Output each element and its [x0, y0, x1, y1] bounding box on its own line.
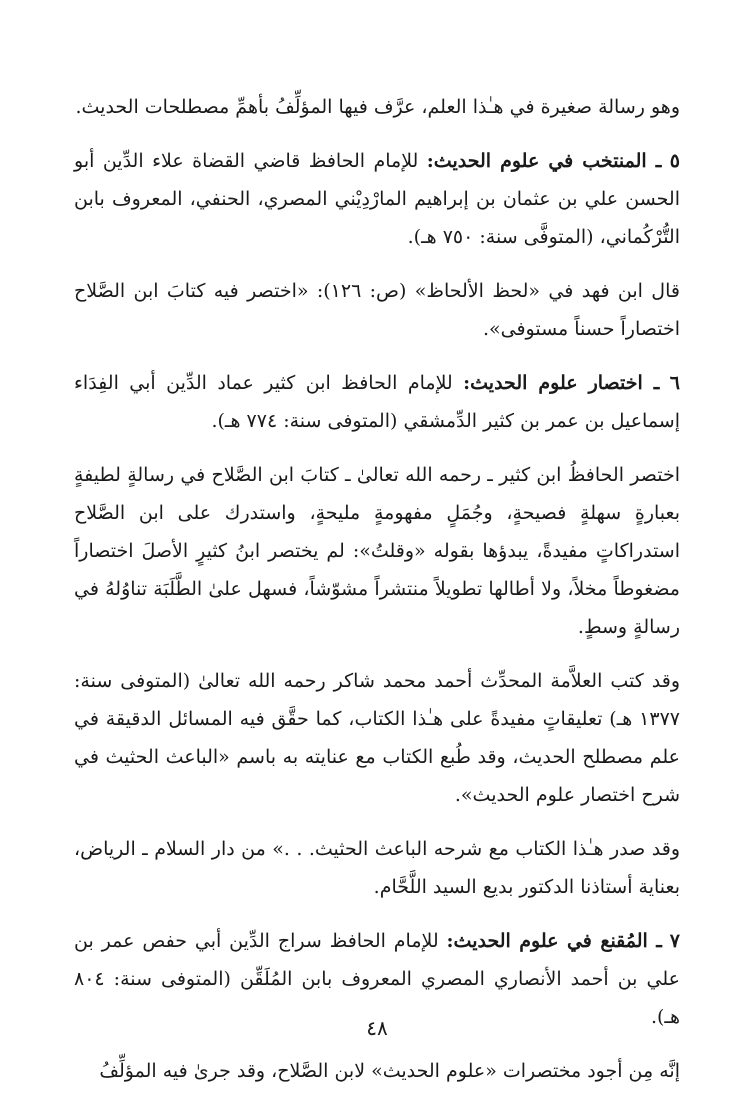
page-body [74, 88, 680, 1106]
paragraph [74, 272, 680, 348]
entry-6: ٦ ـ اختصار علوم الحديث: للإمام الحافظ ابن كثير عماد الدِّين أبي الفِدَاء إسماعيل بن عمر بن كثير الدِّمشقي (المتوفى سنة: ٧٧٤ هـ). [74, 372, 680, 432]
paragraph [74, 662, 680, 814]
entry-7: ٧ ـ المُقنع في علوم الحديث: للإمام الحافظ سراج الدِّين أبي حفص عمر بن علي بن أحمد الأنصاري المصري المعروف بابن المُلَقِّن (المتوفى سنة: ٨٠٤ هـ). [74, 930, 680, 1028]
paragraph [74, 88, 680, 126]
paragraph [74, 456, 680, 646]
entry-text: للإمام الحافظ قاضي القضاة علاء الدِّين أبو الحسن علي بن عثمان بن إبراهيم المارْدِيْني المصري، الحنفي، المعروف بابن التُّرْكُماني، (المتوفَّى سنة: ٧٥٠ هـ). [74, 150, 680, 248]
entry-text: للإمام الحافظ سراج الدِّين أبي حفص عمر بن علي بن أحمد الأنصاري المصري المعروف بابن المُلَقِّن (المتوفى سنة: ٨٠٤ هـ). [74, 930, 680, 1028]
entry-number: ٦ [669, 372, 680, 394]
page-number: ٤٨ [366, 1016, 388, 1040]
entry-number: ٧ [669, 930, 680, 952]
entry-title: المنتخب في علوم الحديث: [426, 150, 647, 172]
paragraph-text: إنَّه مِن أجود مختصرات «علوم الحديث» لابن الصَّلاح، وقد جرىٰ فيه المؤلِّفُ [99, 1060, 680, 1082]
entry-text: للإمام الحافظ ابن كثير عماد الدِّين أبي الفِدَاء إسماعيل بن عمر بن كثير الدِّمشقي (المتوفى سنة: ٧٧٤ هـ). [74, 372, 680, 432]
paragraph-text: وقد كتب العلاَّمة المحدِّث أحمد محمد شاكر رحمه الله تعالىٰ (المتوفى سنة: ١٣٧٧ هـ) تعليقاتٍ مفيدةً على هـٰذا الكتاب، كما حقَّق فيه المسائل الدقيقة في علم مصطلح الحديث، وقد طُبع الكتاب مع عنايته به باسم «الباعث الحثيث في شرح اختصار علوم الحديث». [74, 670, 680, 806]
paragraph-text: وقد صدر هـٰذا الكتاب مع شرحه الباعث الحثيث. . .» من دار السلام ـ الرياض، بعناية أستاذنا الدكتور بديع السيد اللَّحَّام. [74, 838, 680, 898]
entry-title: اختصار علوم الحديث: [463, 372, 643, 394]
entry-5: ٥ ـ المنتخب في علوم الحديث: للإمام الحافظ قاضي القضاة علاء الدِّين أبو الحسن علي بن عثمان بن إبراهيم المارْدِيْني المصري، الحنفي، المعروف بابن التُّرْكُماني، (المتوفَّى سنة: ٧٥٠ هـ). [74, 150, 680, 248]
paragraph [74, 830, 680, 906]
entry-title: المُقنع في علوم الحديث: [446, 930, 648, 952]
paragraph [74, 1052, 680, 1090]
paragraph-text: اختصر الحافظُ ابن كثير ـ رحمه الله تعالىٰ ـ كتابَ ابن الصَّلاح في رسالةٍ لطيفةٍ بعبارةٍ سهلةٍ فصيحةٍ، وجُمَلٍ مفهومةٍ مليحةٍ، واستدرك على ابن الصَّلاح استدراكاتٍ مفيدةً، يبدؤها بقوله «وقلتُ»: لم يختصر ابنُ كثيرٍ الأصلَ اختصاراً مضغوطاً مخلاً، ولا أطالها تطويلاً منتشراً مشوّشاً، فسهل علىٰ الطَّلَبَة تناوُلهُ في رسالةٍ وسطٍ. [74, 464, 680, 638]
paragraph-text: قال ابن فهد في «لحظ الألحاظ» (ص: ١٢٦): «اختصر فيه كتابَ ابن الصَّلاح اختصاراً حسناً مستوفى». [74, 280, 680, 340]
paragraph-text: وهو رسالة صغيرة في هـٰذا العلم، عرَّف فيها المؤلِّفُ بأهمِّ مصطلحات الحديث. [75, 96, 680, 118]
entry-number: ٥ [669, 150, 680, 172]
